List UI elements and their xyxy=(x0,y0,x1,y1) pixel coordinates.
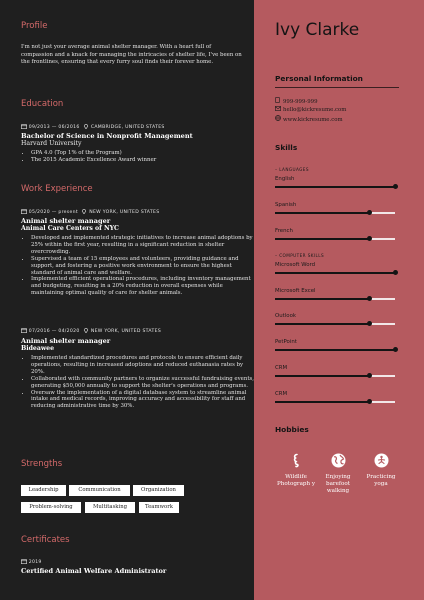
job-2-meta xyxy=(21,328,161,334)
job-2-company: Bideawee xyxy=(21,345,55,352)
education-school: Harvard University xyxy=(21,140,82,147)
education-meta xyxy=(21,124,165,130)
sidebar xyxy=(254,0,424,600)
seahorse-icon xyxy=(289,453,304,468)
list-item: • The 2015 Academic Excellence Award winner xyxy=(31,157,257,164)
profile-text: I'm not just your average animal shelter manager. With a heart full of compassion and a knack for managing the intricacies of shelter life, I've been on the frontlines, ensuring that every furry soul finds their forever home. xyxy=(21,44,242,66)
hobby-label: Enjoying barefoot walking xyxy=(325,474,351,494)
location-pin-icon xyxy=(81,209,87,214)
skill-level-fill xyxy=(275,212,370,214)
strength-chip: Problem-solving xyxy=(21,502,81,513)
skill-level-bar xyxy=(275,349,395,351)
skill-level-fill xyxy=(275,298,370,300)
list-item: • Developed and implemented strategic initiatives to increase animal adoptions by 25% within the first year, resulting in a significant reduction in shelter overcrowding. xyxy=(31,235,257,256)
skill-level-bar xyxy=(275,401,395,403)
location-pin-icon xyxy=(83,124,89,129)
job-2-dates: 07/2016 — 04/2020 xyxy=(28,329,80,334)
hobby-item xyxy=(361,453,401,488)
skill-level-knob xyxy=(367,236,372,241)
list-item: • Implemented efficient operational procedures, including inventory management and budgeting, resulting in a 20% reduction in overall expenses while maintaining optimal quality of care for shelter animals. xyxy=(31,276,257,297)
calendar-icon xyxy=(21,559,27,564)
hobby-item xyxy=(318,453,358,495)
calendar-icon xyxy=(21,209,27,214)
skill-level-knob xyxy=(367,399,372,404)
skill-level-knob xyxy=(367,296,372,301)
location-pin-icon xyxy=(83,328,89,333)
education-degree: Bachelor of Science in Nonprofit Management xyxy=(21,132,193,140)
job-1-bullets xyxy=(21,235,257,297)
skill-level-knob xyxy=(367,373,372,378)
strength-chip: Communication xyxy=(69,485,130,496)
skill-level-bar xyxy=(275,272,395,274)
strength-chip: Organization xyxy=(133,485,184,496)
skill-level-fill xyxy=(275,401,370,403)
education-dates: 09/2013 — 06/2016 xyxy=(28,125,80,130)
skill-level-fill xyxy=(275,238,370,240)
skill-level-fill xyxy=(275,349,395,351)
job-1-company: Animal Care Centers of NYC xyxy=(21,225,119,232)
certificates-heading: Certificates xyxy=(21,535,70,545)
job-2-location: NEW YORK, UNITED STATES xyxy=(90,329,162,334)
skill-level-fill xyxy=(275,186,395,188)
languages-label: – LANGUAGES xyxy=(275,167,309,172)
skill-label: English xyxy=(275,176,295,182)
list-item: • Collaborated with community partners to organize successful fundraising events, generating $50,000 annually to support the shelter's operations and programs. xyxy=(31,376,257,390)
skill-label: Microsoft Excel xyxy=(275,287,316,294)
skill-label: French xyxy=(275,228,293,234)
calendar-icon xyxy=(21,124,27,129)
skill-level-bar xyxy=(275,186,395,188)
strength-chip: Multitasking xyxy=(85,502,135,513)
candidate-name: Ivy Clarke xyxy=(275,20,360,40)
skills-heading: Skills xyxy=(275,143,298,152)
mail-icon xyxy=(275,106,283,113)
skill-label: CRM xyxy=(275,364,288,371)
hobby-label: Wildlife Photograph y xyxy=(276,474,316,487)
education-bullets xyxy=(21,150,257,164)
skill-level-bar xyxy=(275,298,395,300)
skill-level-bar xyxy=(275,323,395,325)
personal-heading: Personal Information xyxy=(275,74,363,83)
divider xyxy=(275,87,399,88)
skill-label: CRM xyxy=(275,390,288,397)
experience-heading: Work Experience xyxy=(21,184,93,194)
skill-level-fill xyxy=(275,375,370,377)
skill-level-knob xyxy=(367,321,372,326)
hobby-label: Practicing yoga xyxy=(366,474,396,487)
email-value[interactable]: hello@kickresume.com xyxy=(283,107,347,113)
website-row[interactable] xyxy=(275,115,343,123)
list-item: • Implemented standardized procedures and protocols to ensure efficient daily operations, resulting in increased adoptions and reduced euthanasia rates by 20%. xyxy=(31,355,257,376)
list-item: • Oversaw the implementation of a digital database system to streamline animal intake and medical records, improving accuracy and accessibility for staff and reducing administrative time by 30%. xyxy=(31,390,257,411)
education-heading: Education xyxy=(21,99,64,109)
yoga-icon xyxy=(374,453,389,468)
phone-value: 999-999-999 xyxy=(283,99,318,105)
website-value[interactable]: www.kickresume.com xyxy=(283,117,343,123)
skill-level-bar xyxy=(275,375,395,377)
education-location: CAMBRIDGE, UNITED STATES xyxy=(90,125,165,130)
email-row[interactable] xyxy=(275,106,346,113)
globe-icon xyxy=(331,453,346,468)
job-1-location: NEW YORK, UNITED STATES xyxy=(89,210,160,215)
computer-skills-label: – COMPUTER SKILLS xyxy=(275,253,325,258)
skill-level-knob xyxy=(367,210,372,215)
job-2-bullets xyxy=(21,355,257,410)
strength-chip: Teamwork xyxy=(139,502,179,513)
job-2-title: Animal shelter manager xyxy=(21,337,111,345)
job-1-meta xyxy=(21,209,159,215)
skill-label: Microsoft Word xyxy=(275,262,316,268)
skill-level-knob xyxy=(393,270,398,275)
skill-level-fill xyxy=(275,323,370,325)
phone-row xyxy=(275,97,318,105)
list-item: • GPA 4.0 (Top 1% of the Program) xyxy=(31,150,257,157)
strengths-heading: Strengths xyxy=(21,459,63,469)
job-1-dates: 05/2020 — present xyxy=(28,210,78,215)
list-item: • Supervised a team of 15 employees and volunteers, providing guidance and support, and fostering a positive work environment to ensure the highest standard of animal care and welfare. xyxy=(31,256,257,277)
skill-label: Spanish xyxy=(275,202,297,208)
hobbies-heading: Hobbies xyxy=(275,425,309,434)
certificate-meta xyxy=(21,559,42,565)
skill-label: PetPoint xyxy=(275,339,297,346)
skill-level-knob xyxy=(393,347,398,352)
job-1-title: Animal shelter manager xyxy=(21,217,111,225)
certificate-title: Certified Animal Welfare Administrator xyxy=(21,567,167,575)
calendar-icon xyxy=(21,328,27,333)
skill-label: Outlook xyxy=(275,313,296,320)
certificate-year: 2019 xyxy=(28,560,42,565)
phone-icon xyxy=(275,97,283,105)
skill-level-bar xyxy=(275,238,395,240)
skill-level-fill xyxy=(275,272,395,274)
profile-heading: Profile xyxy=(21,21,48,31)
hobby-item xyxy=(276,453,316,488)
strength-chip: Leadership xyxy=(21,485,66,496)
skill-level-bar xyxy=(275,212,395,214)
globe-icon xyxy=(275,115,283,123)
skill-level-knob xyxy=(393,184,398,189)
